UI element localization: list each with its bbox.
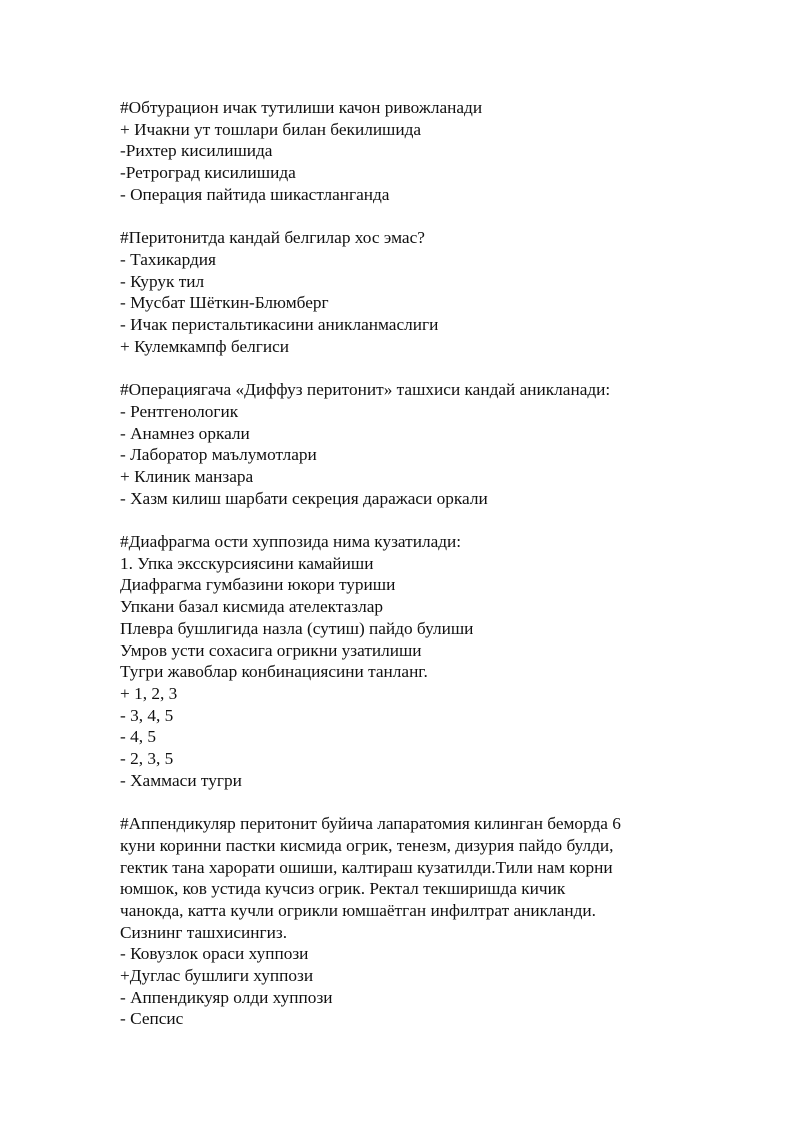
answer-option: - Ичак перистальтикасини аникланмаслиги xyxy=(120,315,439,335)
question-instruction: Тугри жавоблар конбинациясини танланг. xyxy=(120,662,428,682)
answer-option: - 4, 5 xyxy=(120,727,156,747)
answer-option-correct: +Дуглас бушлиги хуппози xyxy=(120,966,314,986)
question-text: гектик тана харорати ошиши, калтираш кузатилди.Тили нам корни xyxy=(120,857,613,877)
question-text: #Аппендикуляр перитонит буйича лапаратомия килинган беморда 6 xyxy=(120,814,621,834)
answer-option: - Курук тил xyxy=(120,271,205,291)
answer-option: - Хаммаси тугри xyxy=(120,770,242,790)
question-text: куни коринни пастки кисмида огрик, тенезм, дизурия пайдо булди, xyxy=(120,835,614,855)
question-block-subdiaphragmatic-abscess xyxy=(120,531,690,791)
question-text: #Операциягача «Диффуз перитонит» ташхиси кандай аникланади: xyxy=(120,380,611,400)
question-text: юмшок, ков устида кучсиз огрик. Ректал текширишда кичик xyxy=(120,879,566,899)
answer-option: - Тахикардия xyxy=(120,249,216,269)
answer-option: - 3, 4, 5 xyxy=(120,705,174,725)
answer-option: - Хазм килиш шарбати секреция даражаси оркали xyxy=(120,488,488,508)
statement-item: Плевра бушлигида назла (сутиш) пайдо булиши xyxy=(120,618,474,638)
answer-option-correct: + Ичакни ут тошлари билан бекилишида xyxy=(120,119,422,139)
answer-option: - Анамнез оркали xyxy=(120,423,250,443)
answer-option: - Ковузлок ораси хуппози xyxy=(120,944,309,964)
question-block-peritonitis-signs xyxy=(120,227,690,357)
statement-item: Упкани базал кисмида ателектазлар xyxy=(120,597,384,617)
question-text: #Перитонитда кандай белгилар хос эмас? xyxy=(120,228,425,248)
question-text: Сизнинг ташхисингиз. xyxy=(120,922,288,942)
statement-item: 1. Упка эксскурсиясини камайиши xyxy=(120,553,374,573)
question-block-clinical-case xyxy=(120,813,690,1030)
question-block-diffuse-peritonitis-diagnosis xyxy=(120,379,690,509)
answer-option: - Рентгенологик xyxy=(120,401,239,421)
answer-option: - Операция пайтида шикастланганда xyxy=(120,184,390,204)
answer-option-correct: + Клиник манзара xyxy=(120,466,254,486)
question-block-obstructive-ileus xyxy=(120,97,690,206)
answer-option: - Сепсис xyxy=(120,1009,184,1029)
document-body xyxy=(120,97,690,1052)
question-text: #Обтурацион ичак тутилиши качон ривожланади xyxy=(120,98,483,117)
answer-option-correct: + Кулемкампф белгиси xyxy=(120,336,290,356)
answer-option: -Ретроград кисилишида xyxy=(120,163,296,183)
answer-option: - Аппендикуяр олди хуппози xyxy=(120,987,333,1007)
answer-option: - Мусбат Шёткин-Блюмберг xyxy=(120,293,329,313)
answer-option: -Рихтер кисилишида xyxy=(120,141,273,161)
question-text: чанокда, катта кучли огрикли юмшаётган инфилтрат аникланди. xyxy=(120,900,596,920)
answer-option: - Лаборатор маълумотлари xyxy=(120,445,317,465)
answer-option-correct: + 1, 2, 3 xyxy=(120,683,178,703)
statement-item: Умров усти сохасига огрикни узатилиши xyxy=(120,640,422,660)
question-text: #Диафрагма ости хуппозида нима кузатилади: xyxy=(120,532,462,552)
statement-item: Диафрагма гумбазини юкори туриши xyxy=(120,575,396,595)
answer-option: - 2, 3, 5 xyxy=(120,749,174,769)
